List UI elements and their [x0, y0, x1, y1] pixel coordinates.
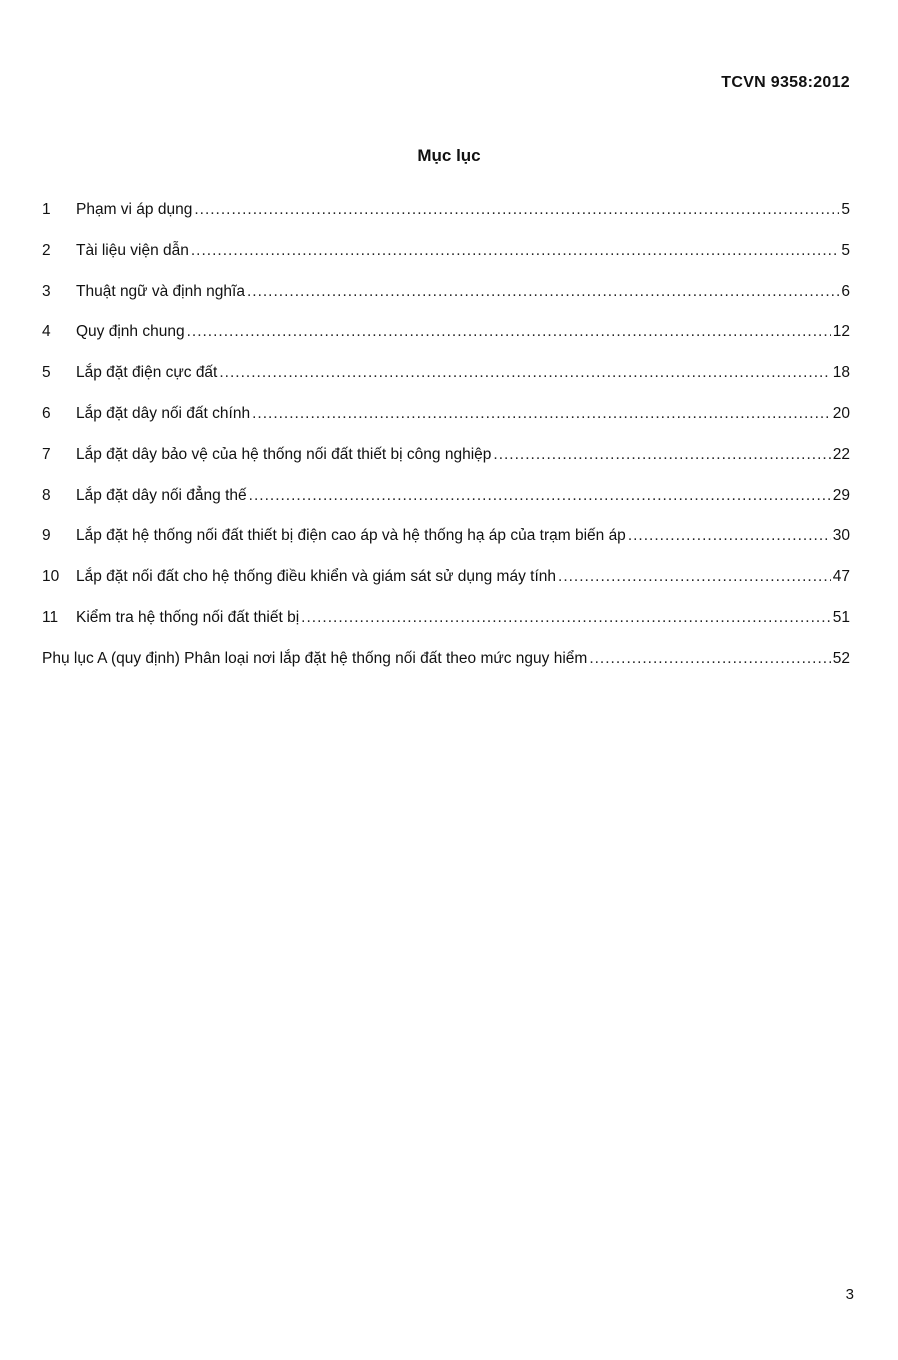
toc-entry-number: 3 [42, 282, 51, 300]
dot-leader [628, 527, 831, 545]
toc-entry-page: 5 [841, 201, 850, 218]
toc-entry-page: 30 [832, 527, 850, 545]
dot-leader [249, 487, 831, 505]
page-number: 3 [845, 1286, 854, 1303]
toc-entry[interactable] [42, 527, 850, 568]
toc-entry-label: Quy định chung [76, 323, 185, 341]
toc-entry-number: 11 [42, 608, 59, 626]
toc-entry-page: 18 [832, 364, 850, 382]
toc-entry-label: Kiểm tra hệ thống nối đất thiết bị [76, 608, 300, 626]
dot-leader [194, 201, 839, 219]
toc-entry-label: Tài liệu viện dẫn [76, 241, 189, 259]
toc-entry-page: 20 [832, 404, 850, 422]
toc-entry-label: Thuật ngữ và định nghĩa [76, 282, 245, 300]
toc-entry-page: 51 [832, 608, 850, 626]
toc-entry-page: 47 [832, 568, 850, 586]
dot-leader [589, 650, 830, 668]
toc-entry-number: 10 [42, 568, 60, 586]
toc-entry[interactable] [42, 364, 850, 405]
toc-entry[interactable] [42, 201, 850, 242]
toc-entry-label: Phạm vi áp dụng [76, 201, 193, 218]
toc-entry-label: Lắp đặt dây nối đẳng thế [76, 486, 247, 504]
table-of-contents [42, 201, 850, 691]
standard-code: TCVN 9358:2012 [721, 74, 850, 91]
toc-title: Mục lục [417, 146, 481, 165]
dot-leader [219, 364, 830, 382]
toc-entry[interactable] [42, 446, 850, 487]
dot-leader [247, 283, 839, 301]
dot-leader [252, 405, 831, 423]
toc-entry-label: Lắp đặt dây bảo vệ của hệ thống nối đất thiết bị công nghiệp [76, 445, 492, 463]
toc-entry-label: Phụ lục A (quy định) Phân loại nơi lắp đặt hệ thống nối đất theo mức nguy hiểm [42, 649, 588, 667]
dot-leader [493, 446, 830, 464]
toc-entry[interactable] [42, 568, 850, 609]
toc-entry-label: Lắp đặt nối đất cho hệ thống điều khiển và giám sát sử dụng máy tính [76, 568, 557, 586]
toc-entry-number: 2 [42, 241, 51, 259]
toc-entry[interactable] [42, 242, 850, 283]
toc-entry-page: 22 [832, 445, 850, 463]
toc-entry-number: 9 [42, 527, 51, 545]
toc-entry-label: Lắp đặt điện cực đất [76, 364, 218, 382]
toc-entry[interactable] [42, 650, 850, 691]
toc-entry-number: 6 [42, 404, 51, 422]
toc-entry[interactable] [42, 323, 850, 364]
toc-entry-number: 1 [42, 201, 51, 218]
toc-entry-number: 5 [42, 364, 51, 382]
toc-entry-number: 7 [42, 445, 51, 463]
toc-entry[interactable] [42, 487, 850, 528]
dot-leader [558, 568, 831, 586]
dot-leader [301, 609, 831, 627]
toc-entry-page: 29 [832, 486, 850, 504]
toc-entry-page: 52 [832, 649, 850, 667]
toc-entry[interactable] [42, 405, 850, 446]
toc-entry-label: Lắp đặt dây nối đất chính [76, 404, 251, 422]
toc-entry[interactable] [42, 609, 850, 650]
toc-entry-page: 12 [832, 323, 850, 341]
toc-entry-number: 4 [42, 323, 51, 341]
toc-entry-page: 6 [841, 282, 850, 300]
dot-leader [187, 323, 831, 341]
toc-entry-page: 5 [841, 241, 850, 259]
toc-entry-label: Lắp đặt hệ thống nối đất thiết bị điện cao áp và hệ thống hạ áp của trạm biến áp [76, 527, 626, 545]
toc-entry-number: 8 [42, 486, 51, 504]
toc-entry[interactable] [42, 283, 850, 324]
dot-leader [191, 242, 840, 260]
